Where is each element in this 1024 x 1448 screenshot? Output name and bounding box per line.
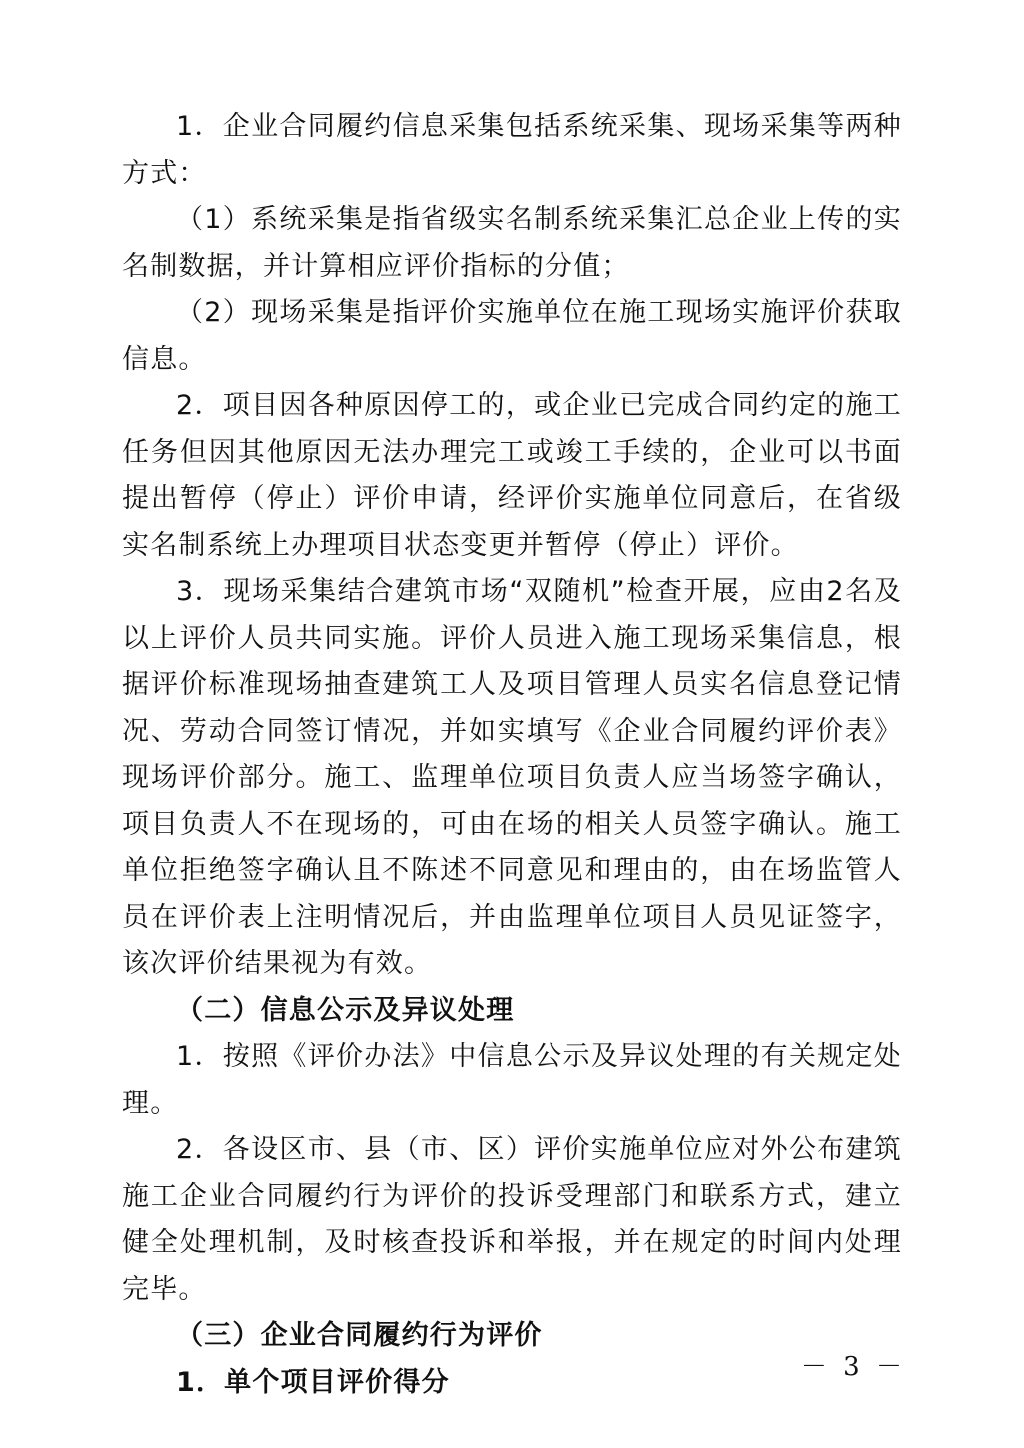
heading-single-project-score: 1．单个项目评价得分 bbox=[176, 1366, 450, 1398]
paragraph-onsite-collection: （2）现场采集是指评价实施单位在施工现场实施评价获取信息。 bbox=[122, 297, 902, 375]
document-body bbox=[122, 104, 902, 1406]
paragraph-complaint-handling: 2．各设区市、县（市、区）评价实施单位应对外公布建筑施工企业合同履约行为评价的投诉受理部门和联系方式，建立健全处理机制，及时核查投诉和举报，并在规定的时间内处理完毕。 bbox=[122, 1134, 902, 1305]
paragraph-system-collection: （1）系统采集是指省级实名制系统采集汇总企业上传的实名制数据，并计算相应评价指标的分值； bbox=[122, 204, 902, 282]
heading-info-disclosure: （二）信息公示及异议处理 bbox=[176, 994, 515, 1026]
paragraph-suspension: 2．项目因各种原因停工的，或企业已完成合同约定的施工任务但因其他原因无法办理完工或竣工手续的，企业可以书面提出暂停（停止）评价申请，经评价实施单位同意后，在省级实名制系统上办理项目状态变更并暂停（停止）评价。 bbox=[122, 390, 902, 561]
paragraph-collection-methods: 1．企业合同履约信息采集包括系统采集、现场采集等两种方式： bbox=[122, 111, 902, 189]
page-number: － 3 － bbox=[800, 1352, 906, 1382]
paragraph-disclosure-rules: 1．按照《评价办法》中信息公示及异议处理的有关规定处理。 bbox=[122, 1041, 902, 1119]
heading-contract-evaluation: （三）企业合同履约行为评价 bbox=[176, 1320, 543, 1351]
paragraph-onsite-procedure: 3．现场采集结合建筑市场“双随机”检查开展，应由2名及以上评价人员共同实施。评价人员进入施工现场采集信息，根据评价标准现场抽查建筑工人及项目管理人员实名信息登记情况、劳动合同签订情况，并如实填写《企业合同履约评价表》现场评价部分。施工、监理单位项目负责人应当场签字确认，项目负责人不在现场的，可由在场的相关人员签字确认。施工单位拒绝签字确认且不陈述不同意见和理由的，由在场监管人员在评价表上注明情况后，并由监理单位项目人员见证签字，该次评价结果视为有效。 bbox=[122, 576, 902, 979]
